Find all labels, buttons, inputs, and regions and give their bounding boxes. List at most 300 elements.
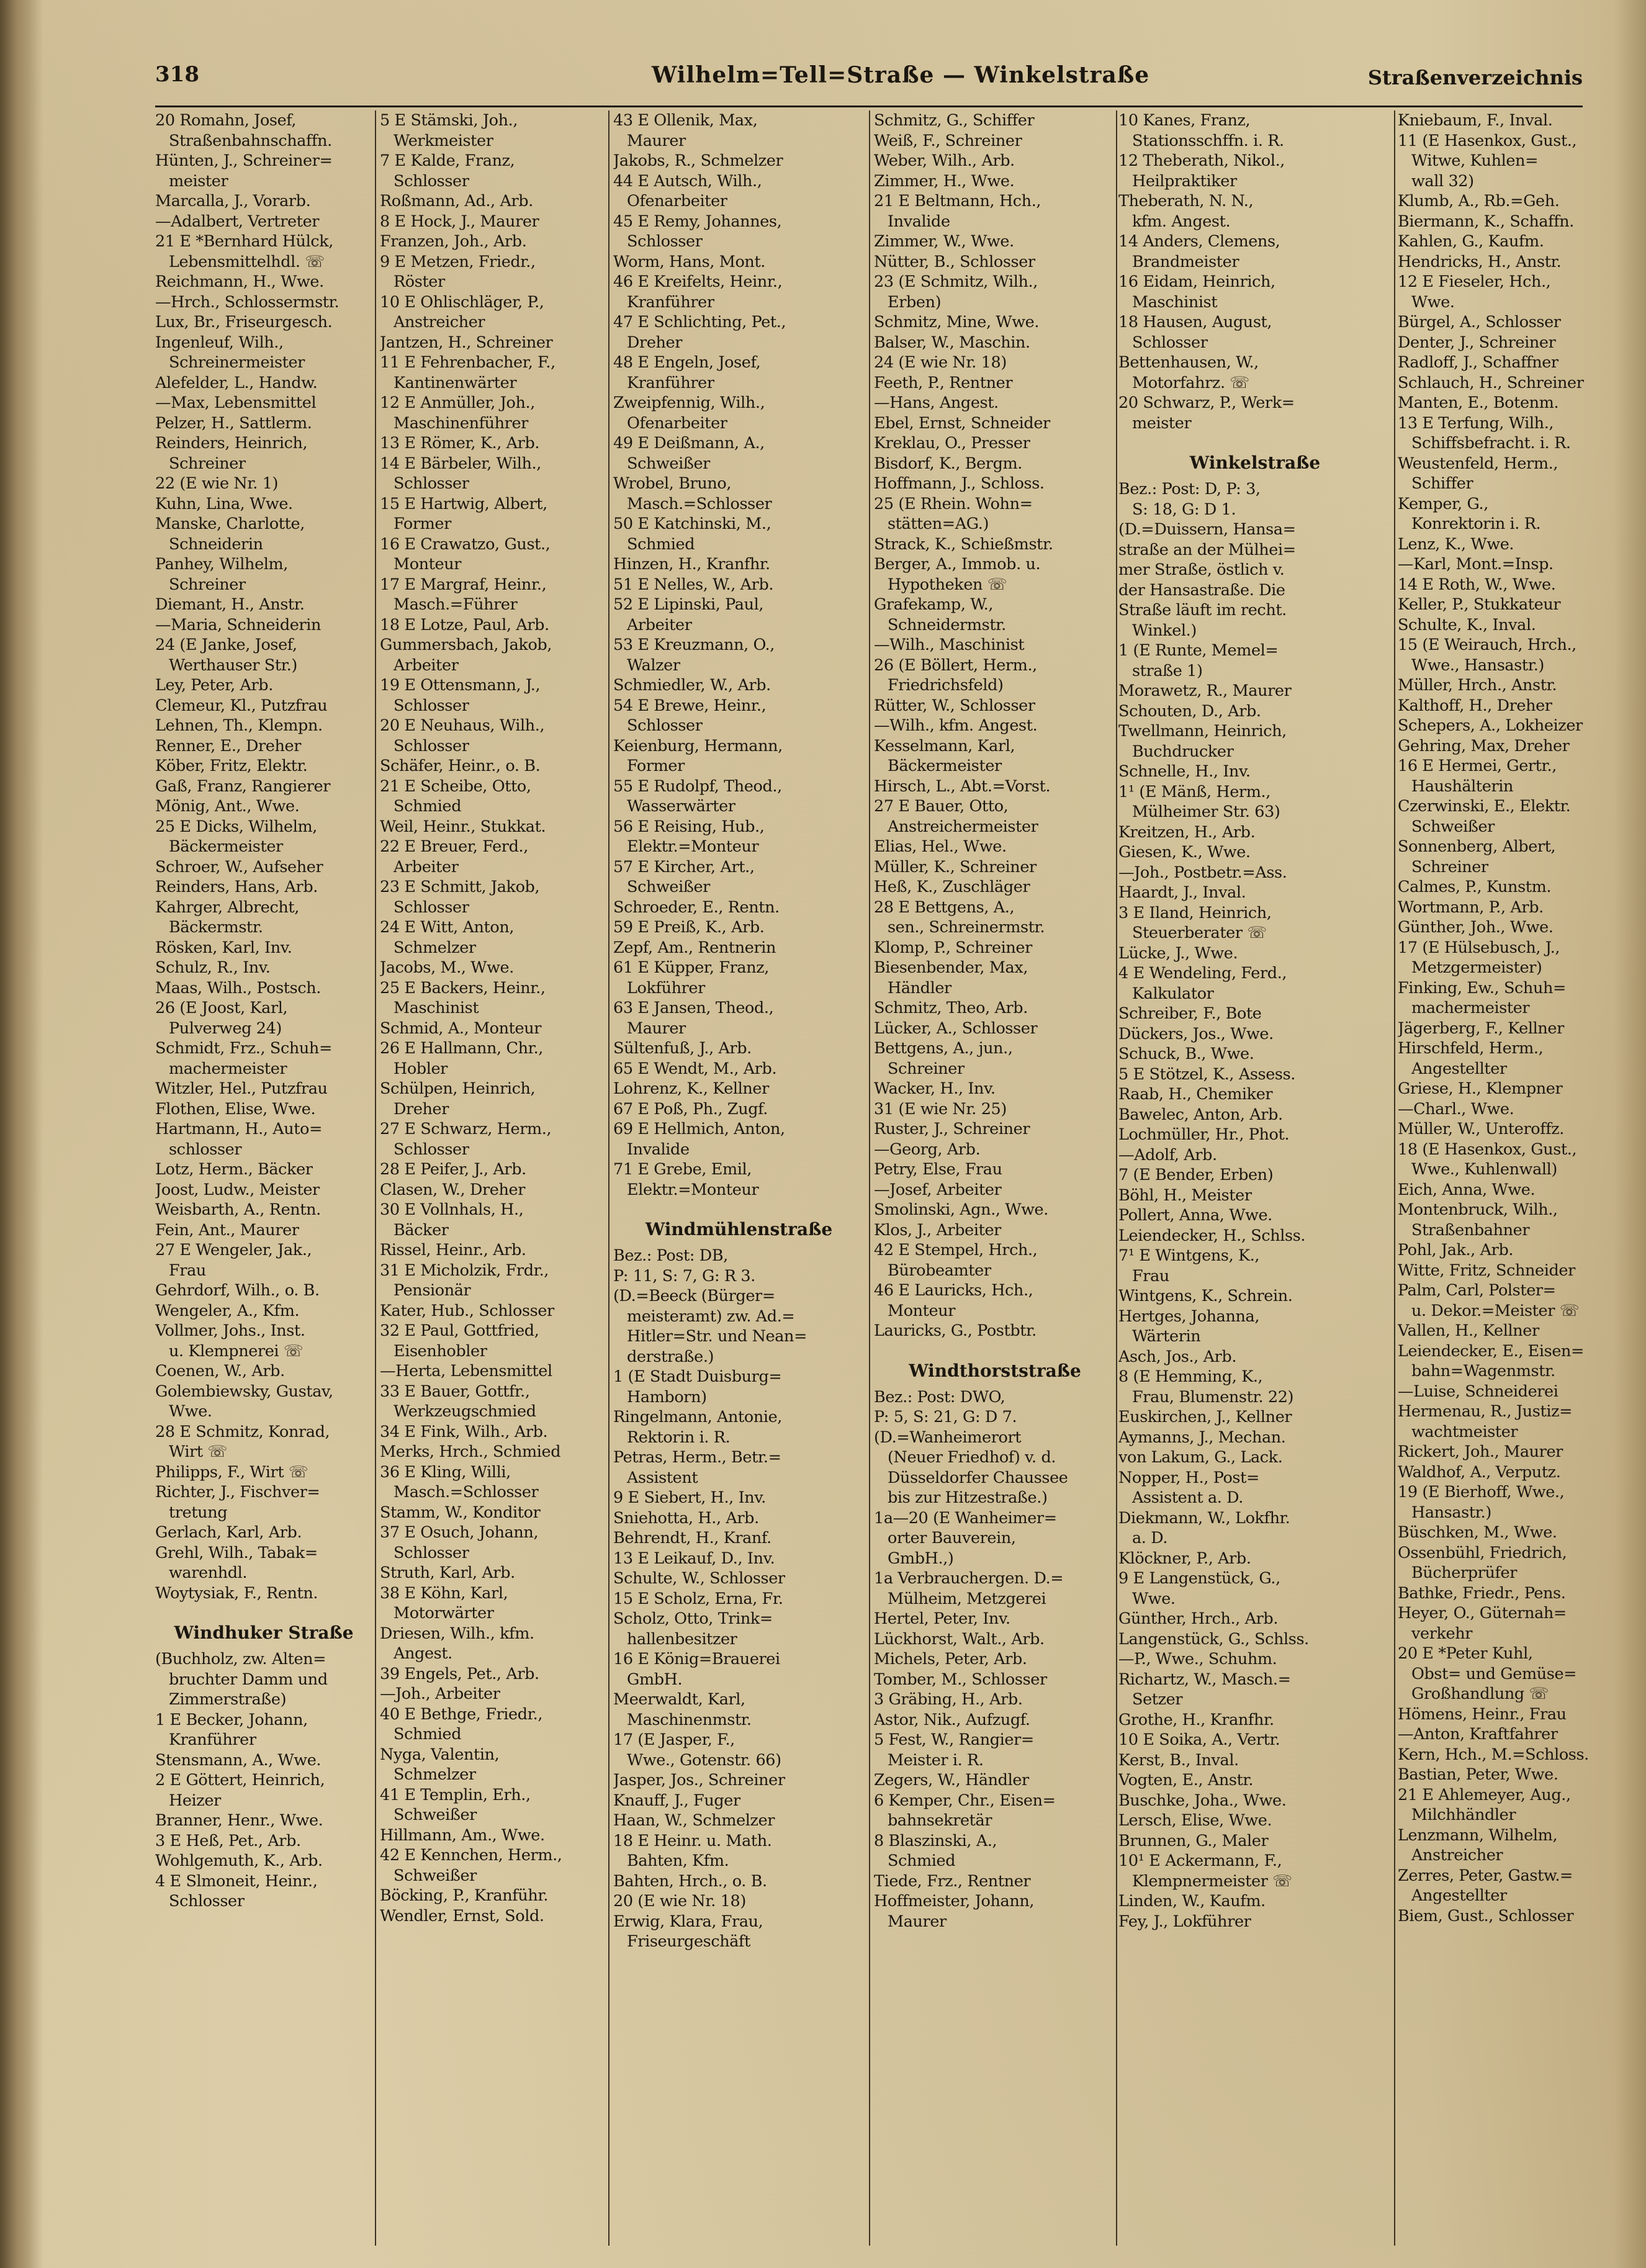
directory-entry-line: Raab, H., Chemiker — [1118, 1085, 1273, 1104]
directory-entry-line: Dreher — [627, 333, 683, 352]
directory-entry-line: derstraße.) — [627, 1347, 714, 1366]
directory-entry-line: 53 E Kreuzmann, O., — [613, 636, 775, 654]
directory-entry-line: straße 1) — [1132, 661, 1203, 680]
directory-entry-line: Lenzmann, Wilhelm, — [1398, 1825, 1558, 1845]
directory-entry-line: Schmitz, Mine, Wwe. — [874, 313, 1040, 331]
directory-entry-line: Worm, Hans, Mont. — [613, 252, 766, 271]
directory-entry-line: 41 E Templin, Erh., — [380, 1785, 531, 1804]
directory-entry-line: —Josef, Arbeiter — [874, 1180, 1002, 1199]
directory-entry-line: Schlosser — [627, 232, 703, 251]
directory-entry-line: 21 E Beltmann, Hch., — [874, 192, 1041, 210]
directory-entry-line: Winkel.) — [1132, 621, 1197, 640]
column-2 — [380, 110, 603, 2246]
directory-entry-line: Kranführer — [627, 373, 714, 392]
directory-entry-line: warenhdl. — [169, 1564, 248, 1582]
directory-entry-line: Haushälterin — [1411, 776, 1514, 796]
directory-entry-line: Kahlen, G., Kaufm. — [1398, 232, 1544, 251]
directory-entry-line: 20 (E wie Nr. 18) — [613, 1892, 746, 1910]
directory-entry-line: bruchter Damm und — [169, 1670, 328, 1689]
directory-entry-line: Schulz, R., Inv. — [155, 958, 271, 977]
directory-entry-line: Bürgel, A., Schlosser — [1398, 313, 1561, 331]
directory-entry-line: 22 (E wie Nr. 1) — [155, 474, 279, 493]
directory-entry-line: Wasserwärter — [627, 797, 735, 816]
directory-entry-line: Bäckermeister — [169, 837, 283, 856]
directory-entry-line: 16 E Crawatzo, Gust., — [380, 534, 551, 554]
directory-entry-line: 19 (E Bierhoff, Wwe., — [1398, 1483, 1565, 1501]
directory-entry-line: Mülheim, Metzgerei — [888, 1589, 1046, 1608]
directory-entry-line: Steuerberater ☏ — [1132, 924, 1267, 942]
directory-entry-line: Morawetz, R., Maurer — [1118, 682, 1292, 700]
directory-entry-line: 10¹ E Ackermann, F., — [1118, 1852, 1282, 1870]
directory-entry-line: Schweißer — [394, 1806, 477, 1824]
directory-entry-line: 8 (E Hemming, K., — [1118, 1367, 1263, 1386]
directory-entry-line: Schweißer — [627, 878, 710, 896]
directory-entry-line: 51 E Nelles, W., Arb. — [613, 575, 774, 594]
directory-entry-line: Schmied — [888, 1852, 956, 1870]
directory-entry-line: Zepf, Am., Rentnerin — [613, 938, 776, 957]
directory-entry-line: Angestellter — [1411, 1886, 1507, 1905]
directory-entry-line: Schlosser — [627, 716, 703, 735]
directory-entry-line: Zerres, Peter, Gastw.= — [1398, 1866, 1573, 1885]
directory-entry-line: straße an der Mülhei= — [1118, 540, 1296, 559]
directory-entry-line: Branner, Henr., Wwe. — [155, 1811, 323, 1830]
directory-entry-line: Franzen, Joh., Arb. — [380, 232, 527, 251]
directory-entry-line: 4 E Wendeling, Ferd., — [1118, 964, 1287, 983]
directory-entry-line: Schülpen, Heinrich, — [380, 1079, 536, 1098]
directory-entry-line: Gehrdorf, Wilh., o. B. — [155, 1281, 320, 1300]
directory-entry-line: 57 E Kircher, Art., — [613, 857, 755, 876]
directory-entry-line: Keienburg, Hermann, — [613, 736, 783, 755]
directory-entry-line: Montenbruck, Wilh., — [1398, 1200, 1558, 1219]
directory-entry-line: Friedrichsfeld) — [888, 676, 1004, 695]
directory-entry-line: Hobler — [394, 1059, 447, 1078]
directory-entry-line: Nütter, B., Schlosser — [874, 252, 1035, 271]
directory-entry-line: machermeister — [169, 1059, 287, 1078]
directory-entry-line: Anstreicher — [1411, 1846, 1503, 1865]
directory-entry-line: 7 (E Bender, Erben) — [1118, 1166, 1274, 1184]
directory-entry-line: Schneidermstr. — [888, 615, 1006, 634]
directory-entry-line: Gummersbach, Jakob, — [380, 636, 552, 654]
directory-entry-line: Joost, Ludw., Meister — [155, 1180, 320, 1199]
directory-entry-line: Richter, J., Fischver= — [155, 1483, 320, 1501]
directory-entry-line: Driesen, Wilh., kfm. — [380, 1624, 534, 1643]
directory-entry-line: —P., Wwe., Schuhm. — [1118, 1650, 1277, 1668]
directory-entry-line: Setzer — [1132, 1690, 1183, 1709]
directory-entry-line: 21 E *Bernhard Hülck, — [155, 232, 333, 251]
directory-entry-line: Wendler, Ernst, Sold. — [380, 1906, 544, 1925]
directory-entry-line: Lux, Br., Friseurgesch. — [155, 313, 333, 331]
directory-entry-line: Radloff, J., Schaffner — [1398, 353, 1558, 372]
directory-entry-line: Bastian, Peter, Wwe. — [1398, 1765, 1558, 1784]
directory-entry-line: Coenen, W., Arb. — [155, 1362, 285, 1380]
directory-entry-line: 9 E Langenstück, G., — [1118, 1569, 1280, 1588]
directory-entry-line: 20 E *Peter Kuhl, — [1398, 1644, 1533, 1663]
directory-entry-line: Aymanns, J., Mechan. — [1118, 1428, 1286, 1447]
directory-entry-line: Witzler, Hel., Putzfrau — [155, 1079, 328, 1098]
directory-entry-line: Weisbarth, A., Rentn. — [155, 1200, 321, 1219]
directory-entry-line: Hitler=Str. und Nean= — [627, 1327, 807, 1346]
directory-entry-line: 12 E Anmüller, Joh., — [380, 394, 535, 412]
directory-entry-line: 43 E Ollenik, Max, — [613, 111, 758, 130]
directory-entry-line: Linden, W., Kaufm. — [1118, 1892, 1266, 1910]
directory-entry-line: 67 E Poß, Ph., Zugf. — [613, 1099, 768, 1118]
column-3 — [613, 110, 865, 2246]
directory-entry-line: Wacker, H., Inv. — [874, 1079, 996, 1098]
directory-entry-line: Lücker, A., Schlosser — [874, 1019, 1038, 1038]
directory-entry-line: Friseurgeschäft — [627, 1932, 750, 1951]
directory-entry-line: Witte, Fritz, Schneider — [1398, 1261, 1575, 1280]
directory-entry-line: 30 E Vollnhals, H., — [380, 1200, 524, 1219]
directory-entry-line: Witwe, Kuhlen= — [1411, 151, 1539, 170]
directory-entry-line: Heyer, O., Güternah= — [1398, 1604, 1567, 1622]
directory-entry-line: Bathke, Friedr., Pens. — [1398, 1583, 1566, 1603]
directory-entry-line: 46 E Lauricks, Hch., — [874, 1281, 1033, 1300]
directory-entry-line: 3 E Iland, Heinrich, — [1118, 903, 1272, 922]
directory-entry-line: Feeth, P., Rentner — [874, 373, 1013, 392]
directory-entry-line: 7¹ E Wintgens, K., — [1118, 1246, 1260, 1265]
directory-entry-line: 24 (E Janke, Josef, — [155, 636, 297, 654]
directory-entry-line: Biesenbender, Max, — [874, 958, 1028, 977]
directory-entry-line: meister — [169, 171, 228, 191]
directory-entry-line: (D.=Duissern, Hansa= — [1118, 520, 1296, 539]
directory-entry-line: 33 E Bauer, Gottfr., — [380, 1382, 530, 1401]
directory-entry-line: Lohrenz, K., Kellner — [613, 1079, 769, 1098]
directory-entry-line: P: 11, S: 7, G: R 3. — [613, 1266, 755, 1285]
directory-entry-line: Motorwärter — [394, 1604, 494, 1622]
directory-entry-line: 48 E Engeln, Josef, — [613, 353, 761, 372]
directory-entry-line: Schreinermeister — [169, 353, 305, 372]
directory-entry-line: GmbH. — [627, 1670, 683, 1689]
directory-entry-line: Asch, Jos., Arb. — [1118, 1347, 1237, 1366]
directory-entry-line: Böhl, H., Meister — [1118, 1186, 1252, 1205]
directory-entry-line: Renner, E., Dreher — [155, 736, 301, 755]
directory-entry-line: 45 E Remy, Johannes, — [613, 212, 782, 231]
directory-entry-line: a. D. — [1132, 1529, 1168, 1547]
directory-entry-line: Bahten, Kfm. — [627, 1852, 729, 1870]
directory-entry-line: Schroer, W., Aufseher — [155, 857, 323, 876]
directory-entry-line: (Buchholz, zw. Alten= — [155, 1650, 326, 1668]
directory-entry-line: 25 E Dicks, Wilhelm, — [155, 817, 317, 836]
directory-entry-line: Marcalla, J., Vorarb. — [155, 192, 311, 210]
directory-entry-line: Frau — [1132, 1266, 1169, 1285]
directory-entry-line: Hypotheken ☏ — [888, 575, 1007, 594]
directory-entry-line: Bez.: Post: D, P: 3, — [1118, 480, 1261, 498]
directory-entry-line: Schulte, K., Inval. — [1398, 615, 1536, 634]
directory-entry-line: Assistent — [627, 1468, 698, 1487]
directory-entry-line: Weustenfeld, Herm., — [1398, 454, 1558, 473]
directory-entry-line: Erwig, Klara, Frau, — [613, 1912, 763, 1931]
directory-entry-line: Kantinenwärter — [394, 373, 517, 392]
column-rule — [1394, 110, 1395, 2246]
directory-entry-line: meister — [1132, 413, 1192, 433]
directory-entry-line: Hömens, Heinr., Frau — [1398, 1704, 1567, 1724]
directory-entry-line: Klomp, P., Schreiner — [874, 938, 1032, 957]
directory-entry-line: Schmidt, Frz., Schuh= — [155, 1039, 332, 1058]
directory-entry-line: 24 (E wie Nr. 18) — [874, 353, 1007, 372]
directory-entry-line: Schäfer, Heinr., o. B. — [380, 757, 541, 775]
directory-entry-line: Fein, Ant., Maurer — [155, 1220, 299, 1240]
directory-entry-line: Maschinenführer — [394, 413, 528, 433]
directory-entry-line: Meister i. R. — [888, 1750, 984, 1770]
directory-entry-line: Wärterin — [1132, 1327, 1201, 1346]
column-rule — [1116, 110, 1117, 2246]
directory-entry-line: Schlauch, H., Schreiner — [1398, 373, 1584, 392]
directory-entry-line: der Hansastraße. Die — [1118, 580, 1285, 600]
directory-entry-line: Diemant, H., Anstr. — [155, 595, 305, 614]
directory-entry-line: Alefelder, L., Handw. — [155, 373, 318, 392]
directory-entry-line: Metzgermeister) — [1411, 958, 1542, 977]
directory-entry-line: Vogten, E., Anstr. — [1118, 1771, 1254, 1789]
directory-entry-line: Ossenbühl, Friedrich, — [1398, 1543, 1567, 1562]
directory-entry-line: Wortmann, P., Arb. — [1398, 898, 1544, 917]
directory-entry-line: 23 E Schmitt, Jakob, — [380, 878, 540, 896]
directory-entry-line: Schneiderin — [169, 534, 263, 554]
directory-entry-line: 36 E Kling, Willi, — [380, 1462, 511, 1482]
directory-entry-line: Wohlgemuth, K., Arb. — [155, 1852, 323, 1870]
directory-entry-line: Hoffmann, J., Schloss. — [874, 474, 1045, 493]
page-binding-shadow — [0, 0, 43, 2268]
directory-entry-line: 18 E Lotze, Paul, Arb. — [380, 615, 549, 634]
directory-entry-line: —Adalbert, Vertreter — [155, 212, 320, 231]
directory-entry-line: Elektr.=Monteur — [627, 837, 759, 856]
directory-entry-line: Wwe. — [1132, 1589, 1176, 1608]
directory-entry-line: Anstreichermeister — [888, 817, 1038, 836]
directory-entry-line: Heizer — [169, 1791, 221, 1810]
directory-entry-line: 10 E Ohlischläger, P., — [380, 292, 544, 312]
directory-entry-line: Palm, Carl, Polster= — [1398, 1281, 1556, 1300]
directory-entry-line: Klos, J., Arbeiter — [874, 1220, 1001, 1240]
directory-entry-line: 37 E Osuch, Johann, — [380, 1523, 539, 1542]
directory-entry-line: Werthauser Str.) — [169, 655, 297, 675]
directory-entry-line: Hansastr.) — [1411, 1503, 1491, 1522]
directory-entry-line: Kemper, G., — [1398, 494, 1488, 513]
directory-entry-line: Maschinenmstr. — [627, 1710, 752, 1729]
directory-entry-line: Bisdorf, K., Bergm. — [874, 454, 1022, 473]
directory-entry-line: 17 (E Jasper, F., — [613, 1730, 735, 1749]
directory-entry-line: —Hans, Angest. — [874, 394, 999, 412]
directory-entry-line: Haan, W., Schmelzer — [613, 1811, 775, 1830]
directory-entry-line: 26 (E Joost, Karl, — [155, 999, 288, 1017]
directory-entry-line: 47 E Schlichting, Pet., — [613, 313, 786, 331]
directory-entry-line: Kniebaum, F., Inval. — [1398, 111, 1553, 130]
directory-entry-line: 3 Gräbing, H., Arb. — [874, 1690, 1023, 1709]
directory-entry-line: Schouten, D., Arb. — [1118, 701, 1261, 721]
directory-entry-line: Werkmeister — [394, 131, 493, 150]
directory-entry-line: Reichmann, H., Wwe. — [155, 272, 324, 291]
directory-entry-line: bahn=Wagenmstr. — [1411, 1362, 1555, 1380]
directory-entry-line: Eisenhobler — [394, 1341, 487, 1361]
directory-entry-line: Arbeiter — [627, 615, 692, 634]
directory-entry-line: Finking, Ew., Schuh= — [1398, 978, 1566, 997]
directory-entry-line: Bettgens, A., jun., — [874, 1039, 1013, 1058]
directory-entry-line: Monteur — [888, 1301, 956, 1320]
directory-entry-line: Nyga, Valentin, — [380, 1745, 500, 1764]
directory-entry-line: Günther, Hrch., Arb. — [1118, 1609, 1279, 1628]
directory-entry-line: Lebensmittelhdl. ☏ — [169, 252, 325, 271]
directory-entry-line: Kater, Hub., Schlosser — [380, 1301, 554, 1320]
directory-entry-line: Bäckermstr. — [169, 918, 263, 937]
directory-entry-line: Schuck, B., Wwe. — [1118, 1045, 1254, 1063]
directory-entry-line: Schreiner — [1411, 857, 1488, 876]
directory-entry-line: Buchdrucker — [1132, 742, 1234, 761]
directory-entry-line: Buschke, Joha., Wwe. — [1118, 1791, 1287, 1810]
directory-entry-line: Pollert, Anna, Wwe. — [1118, 1206, 1272, 1225]
directory-entry-line: Kuhn, Lina, Wwe. — [155, 494, 293, 513]
directory-entry-line: Lauricks, G., Postbtr. — [874, 1321, 1037, 1340]
directory-entry-line: Jantzen, H., Schreiner — [380, 333, 553, 352]
directory-entry-line: 25 (E Rhein. Wohn= — [874, 494, 1033, 513]
directory-entry-line: Invalide — [627, 1140, 690, 1159]
directory-entry-line: Büschken, M., Wwe. — [1398, 1523, 1557, 1542]
directory-entry-line: mer Straße, östlich v. — [1118, 560, 1285, 579]
directory-entry-line: Rektorin i. R. — [627, 1428, 731, 1447]
street-heading: Winkelstraße — [1189, 452, 1321, 473]
directory-entry-line: —Maria, Schneiderin — [155, 615, 321, 634]
directory-entry-line: Lotz, Herm., Bäcker — [155, 1160, 313, 1179]
directory-entry-line: Merks, Hrch., Schmied — [380, 1442, 561, 1461]
directory-entry-line: Monteur — [394, 555, 462, 574]
directory-entry-line: 1a Verbrauchergen. D.= — [874, 1569, 1064, 1588]
directory-entry-line: Maas, Wilh., Postsch. — [155, 978, 321, 997]
directory-entry-line: Kahrger, Albrecht, — [155, 898, 299, 917]
directory-entry-line: Schreiner — [169, 454, 246, 473]
directory-entry-line: Schweißer — [394, 1866, 477, 1885]
directory-entry-line: Philipps, F., Wirt ☏ — [155, 1462, 308, 1482]
directory-entry-line: Nopper, H., Post= — [1118, 1468, 1259, 1487]
directory-entry-line: Sültenfuß, J., Arb. — [613, 1039, 752, 1058]
directory-entry-line: 20 Romahn, Josef, — [155, 111, 297, 130]
directory-entry-line: Angest. — [394, 1644, 452, 1663]
directory-entry-line: Vallen, H., Kellner — [1398, 1321, 1539, 1340]
directory-entry-line: Schmitz, G., Schiffer — [874, 111, 1035, 130]
directory-entry-line: Brandmeister — [1132, 252, 1239, 271]
directory-entry-line: Ebel, Ernst, Schneider — [874, 413, 1050, 433]
directory-entry-line: 1a—20 (E Wanheimer= — [874, 1508, 1057, 1528]
directory-entry-line: Behrendt, H., Kranf. — [613, 1529, 771, 1547]
directory-entry-line: Pohl, Jak., Arb. — [1398, 1241, 1514, 1259]
directory-entry-line: Clemeur, Kl., Putzfrau — [155, 696, 328, 715]
directory-entry-line: 52 E Lipinski, Paul, — [613, 595, 764, 614]
directory-entry-line: verkehr — [1411, 1624, 1473, 1643]
directory-entry-line: 59 E Preiß, K., Arb. — [613, 918, 765, 937]
directory-entry-line: Assistent a. D. — [1132, 1488, 1243, 1507]
directory-entry-line: 71 E Grebe, Emil, — [613, 1160, 752, 1179]
directory-entry-line: Biem, Gust., Schlosser — [1398, 1906, 1574, 1925]
directory-entry-line: Zimmer, W., Wwe. — [874, 232, 1014, 251]
directory-entry-line: Sniehotta, H., Arb. — [613, 1508, 759, 1528]
directory-entry-line: Clasen, W., Dreher — [380, 1180, 525, 1199]
directory-entry-line: Klempnermeister ☏ — [1132, 1871, 1292, 1891]
directory-entry-line: Smolinski, Agn., Wwe. — [874, 1200, 1048, 1219]
directory-entry-line: Hünten, J., Schreiner= — [155, 151, 333, 170]
directory-entry-line: Bäcker — [394, 1220, 449, 1240]
directory-entry-line: —Wilh., Maschinist — [874, 636, 1025, 654]
directory-entry-line: 15 E Scholz, Erna, Fr. — [613, 1589, 783, 1608]
directory-entry-line: Kerst, B., Inval. — [1118, 1750, 1239, 1770]
directory-entry-line: 34 E Fink, Wilh., Arb. — [380, 1422, 548, 1441]
directory-entry-line: 16 E König=Brauerei — [613, 1650, 780, 1668]
directory-entry-line: Schmied — [394, 797, 462, 816]
directory-entry-line: 5 E Stötzel, K., Assess. — [1118, 1064, 1295, 1084]
directory-entry-line: 16 E Hermei, Gertr., — [1398, 757, 1557, 775]
directory-entry-line: Leiendecker, H., Schlss. — [1118, 1226, 1306, 1245]
directory-entry-line: Ingenleuf, Wilh., — [155, 333, 284, 352]
street-heading: Windhuker Straße — [174, 1622, 354, 1643]
directory-entry-line: Anstreicher — [394, 313, 485, 331]
directory-entry-line: 27 E Schwarz, Herm., — [380, 1120, 552, 1138]
directory-entry-line: 21 E Ahlemeyer, Aug., — [1398, 1785, 1571, 1804]
directory-entry-line: Bahten, Hrch., o. B. — [613, 1871, 767, 1891]
directory-entry-line: Schiffsbefracht. i. R. — [1411, 434, 1571, 452]
directory-entry-line: Müller, W., Unteroffz. — [1398, 1120, 1565, 1138]
directory-entry-line: Manske, Charlotte, — [155, 515, 305, 533]
directory-entry-line: 15 E Hartwig, Albert, — [380, 494, 547, 513]
directory-entry-line: Stationsschffn. i. R. — [1132, 131, 1284, 150]
directory-entry-line: Müller, Hrch., Anstr. — [1398, 676, 1557, 695]
directory-entry-line: Müller, K., Schreiner — [874, 857, 1037, 876]
directory-entry-line: Euskirchen, J., Kellner — [1118, 1408, 1292, 1426]
directory-entry-line: Bez.: Post: DB, — [613, 1246, 728, 1265]
directory-entry-line: 39 Engels, Pet., Arb. — [380, 1664, 539, 1683]
directory-entry-line: Böcking, P., Kranführ. — [380, 1886, 549, 1905]
directory-entry-line: Manten, E., Botenm. — [1398, 394, 1559, 412]
directory-entry-line: 18 Hausen, August, — [1118, 313, 1272, 331]
directory-entry-line: 9 E Metzen, Friedr., — [380, 252, 536, 271]
directory-entry-line: 40 E Bethge, Friedr., — [380, 1704, 543, 1724]
directory-entry-line: Schweißer — [627, 454, 710, 473]
directory-entry-line: Jägerberg, F., Kellner — [1398, 1019, 1564, 1038]
directory-entry-line: Richartz, W., Masch.= — [1118, 1670, 1291, 1689]
directory-entry-line: Mülheimer Str. 63) — [1132, 803, 1280, 821]
directory-entry-line: Hirsch, L., Abt.=Vorst. — [874, 776, 1051, 796]
directory-entry-line: Lehnen, Th., Klempn. — [155, 716, 323, 735]
directory-entry-line: Kesselmann, Karl, — [874, 736, 1015, 755]
directory-entry-line: —Hrch., Schlossermstr. — [155, 292, 340, 312]
directory-entry-line: Scholz, Otto, Trink= — [613, 1609, 773, 1628]
directory-entry-line: wall 32) — [1411, 171, 1474, 191]
directory-entry-line: Pulverweg 24) — [169, 1019, 282, 1038]
directory-entry-line: 20 E Neuhaus, Wilh., — [380, 716, 545, 735]
street-heading: Windmühlenstraße — [645, 1219, 833, 1240]
directory-entry-line: 28 E Bettgens, A., — [874, 898, 1015, 917]
directory-entry-line: 25 E Backers, Heinr., — [380, 978, 546, 997]
directory-entry-line: —Joh., Arbeiter — [380, 1685, 500, 1703]
directory-entry-line: Jakobs, R., Schmelzer — [613, 151, 783, 170]
directory-entry-line: Kranführer — [169, 1730, 256, 1749]
directory-entry-line: Schreiber, F., Bote — [1118, 1004, 1262, 1023]
directory-entry-line: meisteramt) zw. Ad.= — [627, 1307, 795, 1326]
directory-entry-line: —Luise, Schneiderei — [1398, 1382, 1558, 1401]
page-title: Wilhelm=Tell=Straße — Winkelstraße — [652, 62, 1150, 88]
directory-entry-line: Schmid, A., Monteur — [380, 1019, 542, 1038]
directory-entry-line: Bettenhausen, W., — [1118, 353, 1259, 372]
street-heading: Windthorststraße — [909, 1360, 1081, 1381]
directory-entry-line: —Joh., Postbetr.=Ass. — [1118, 863, 1287, 882]
directory-entry-line: Ley, Peter, Arb. — [155, 676, 273, 695]
directory-entry-line: Wwe., Gotenstr. 66) — [627, 1750, 781, 1770]
directory-entry-line: Schlosser — [394, 696, 469, 715]
directory-entry-line: Hartmann, H., Auto= — [155, 1120, 323, 1138]
directory-entry-line: Rissel, Heinr., Arb. — [380, 1241, 526, 1259]
directory-entry-line: Werkzeugschmied — [394, 1402, 536, 1421]
directory-entry-line: Hertel, Peter, Inv. — [874, 1609, 1010, 1628]
directory-entry-line: Schmitz, Theo, Arb. — [874, 999, 1028, 1017]
directory-entry-line: Händler — [888, 978, 951, 997]
directory-entry-line: orter Bauverein, — [888, 1529, 1016, 1547]
directory-entry-line: schlosser — [169, 1140, 242, 1159]
directory-entry-line: Denter, J., Schreiner — [1398, 333, 1556, 352]
directory-entry-line: Twellmann, Heinrich, — [1118, 722, 1287, 740]
